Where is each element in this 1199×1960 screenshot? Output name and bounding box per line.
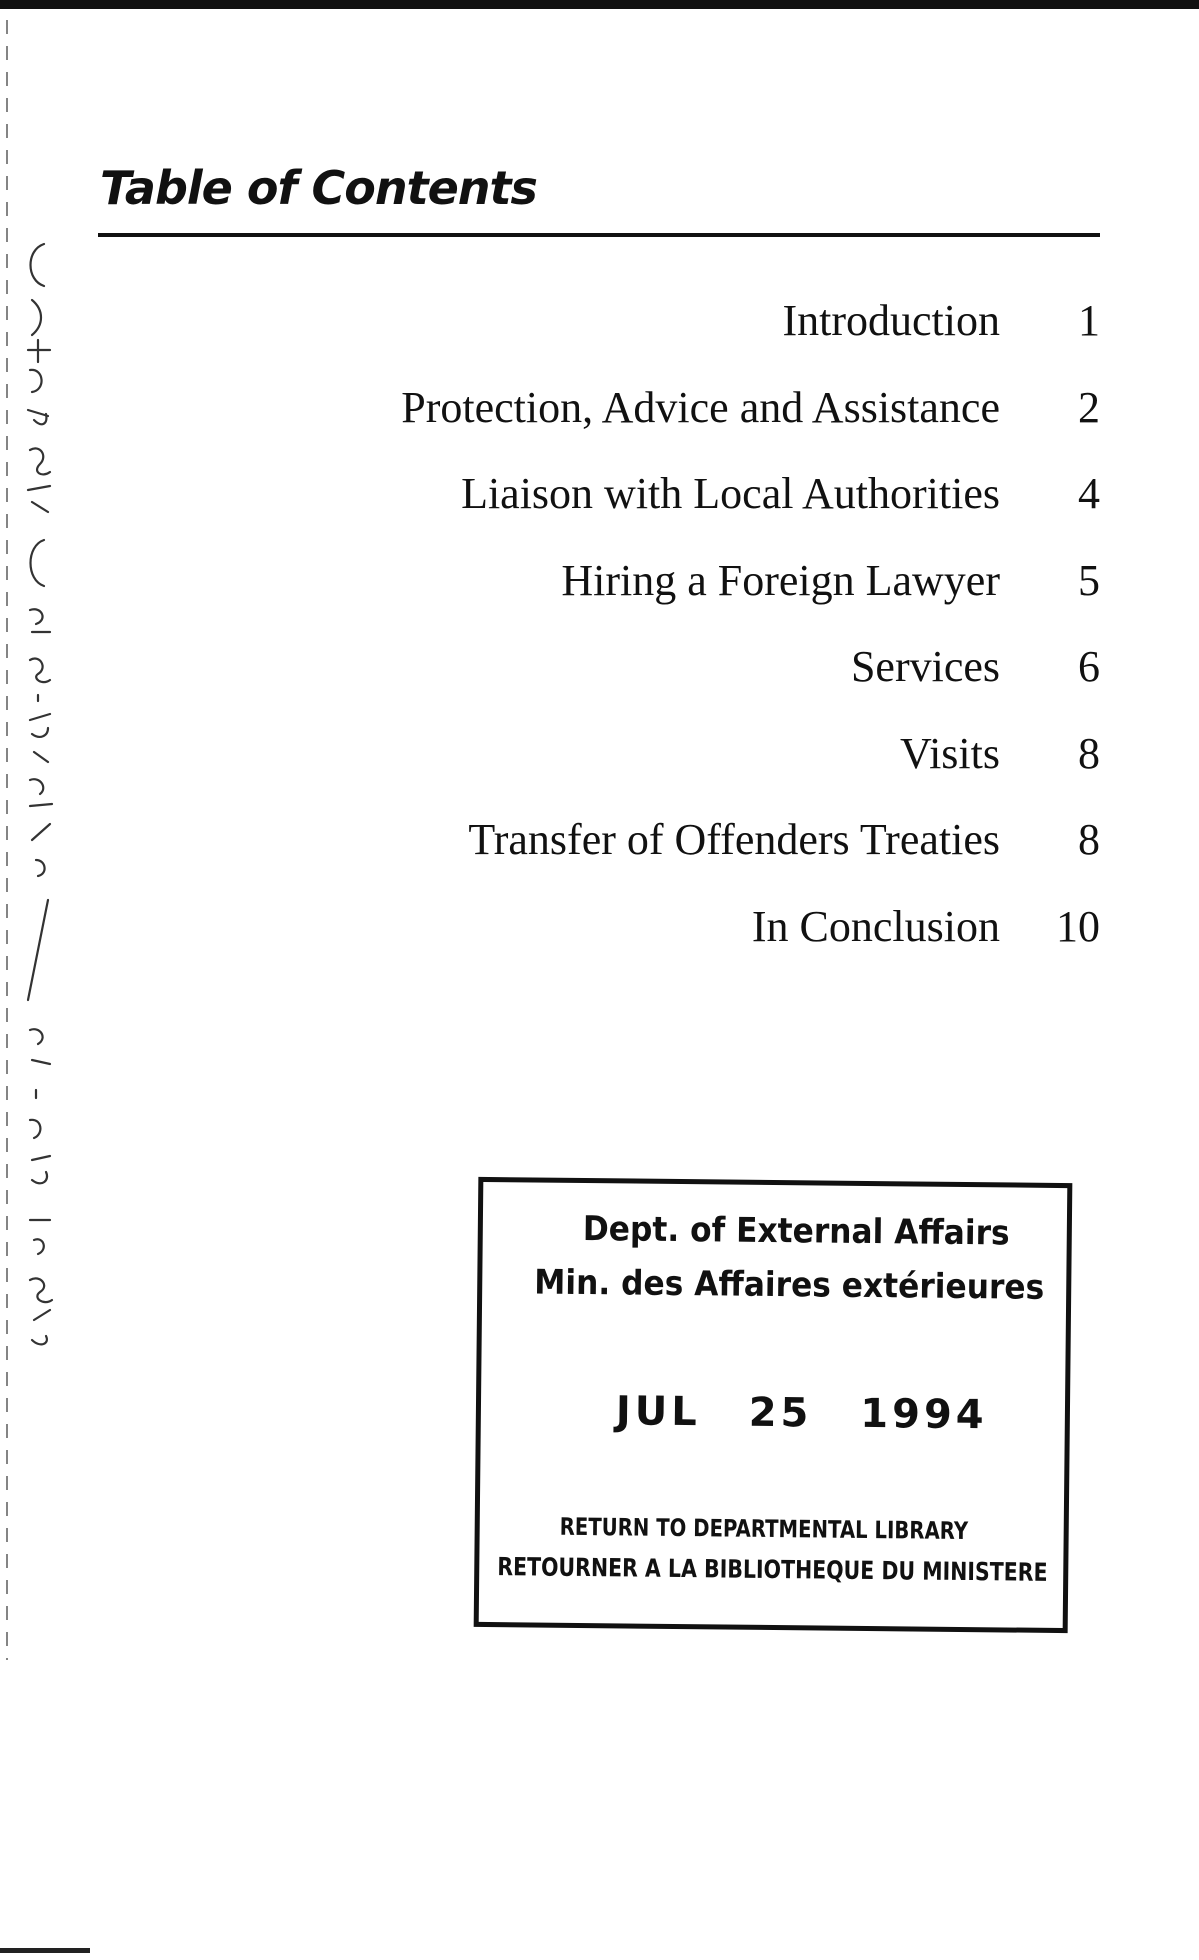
toc-entry-page: 1	[1078, 296, 1100, 345]
toc-entry-page: 8	[1078, 728, 1100, 778]
toc-entry-page: 6	[1078, 642, 1100, 691]
toc-entry-page: 2	[1078, 382, 1100, 432]
toc-entry-liaison	[250, 468, 1100, 555]
toc-entry-label: Transfer of Offenders Treaties	[468, 815, 1000, 864]
toc-entry-page: 8	[1078, 815, 1100, 864]
page-title: Table of Contents	[100, 161, 537, 215]
toc-entry-introduction	[250, 295, 1100, 382]
stamp-date-month: JUL	[615, 1388, 702, 1436]
scan-left-edge	[6, 20, 8, 1660]
toc-entry-hiring-lawyer	[250, 555, 1100, 642]
library-received-stamp	[474, 1177, 1073, 1633]
toc-entry-label: In Conclusion	[751, 901, 1000, 951]
toc-entry-page: 5	[1078, 555, 1100, 605]
toc-entry-label: Services	[850, 642, 1000, 691]
toc-entry-services	[250, 641, 1100, 728]
stamp-date	[616, 1388, 1018, 1438]
stamp-return-fr: RETOURNER A LA BIBLIOTHEQUE DU MINISTERE	[497, 1552, 1048, 1587]
toc-entry-label: Hiring a Foreign Lawyer	[561, 555, 1000, 605]
toc-entry-transfer-treaties	[250, 814, 1100, 901]
toc-entry-in-conclusion	[250, 901, 1100, 988]
toc-entry-visits	[250, 728, 1100, 815]
scan-bottom-mark	[0, 1948, 90, 1953]
toc-entry-label: Visits	[899, 728, 1000, 778]
toc-entry-label: Introduction	[782, 296, 1000, 345]
title-divider	[98, 233, 1100, 237]
stamp-department-en: Dept. of External Affairs	[582, 1209, 1010, 1254]
toc-entry-label: Protection, Advice and Assistance	[401, 382, 1000, 432]
handwritten-margin-notes	[14, 240, 58, 1390]
stamp-department-fr: Min. des Affaires extérieures	[534, 1262, 1045, 1308]
stamp-return-en: RETURN TO DEPARTMENTAL LIBRARY	[559, 1512, 969, 1546]
scan-top-edge	[0, 0, 1199, 9]
toc-entry-protection	[250, 382, 1100, 469]
handwriting-scribble	[14, 240, 58, 1390]
toc-entry-page: 10	[1056, 901, 1100, 951]
toc-list	[250, 295, 1100, 987]
stamp-date-year: 1994	[860, 1390, 988, 1439]
stamp-date-day: 25	[748, 1389, 813, 1437]
toc-entry-label: Liaison with Local Authorities	[461, 469, 1000, 518]
toc-entry-page: 4	[1078, 469, 1100, 518]
